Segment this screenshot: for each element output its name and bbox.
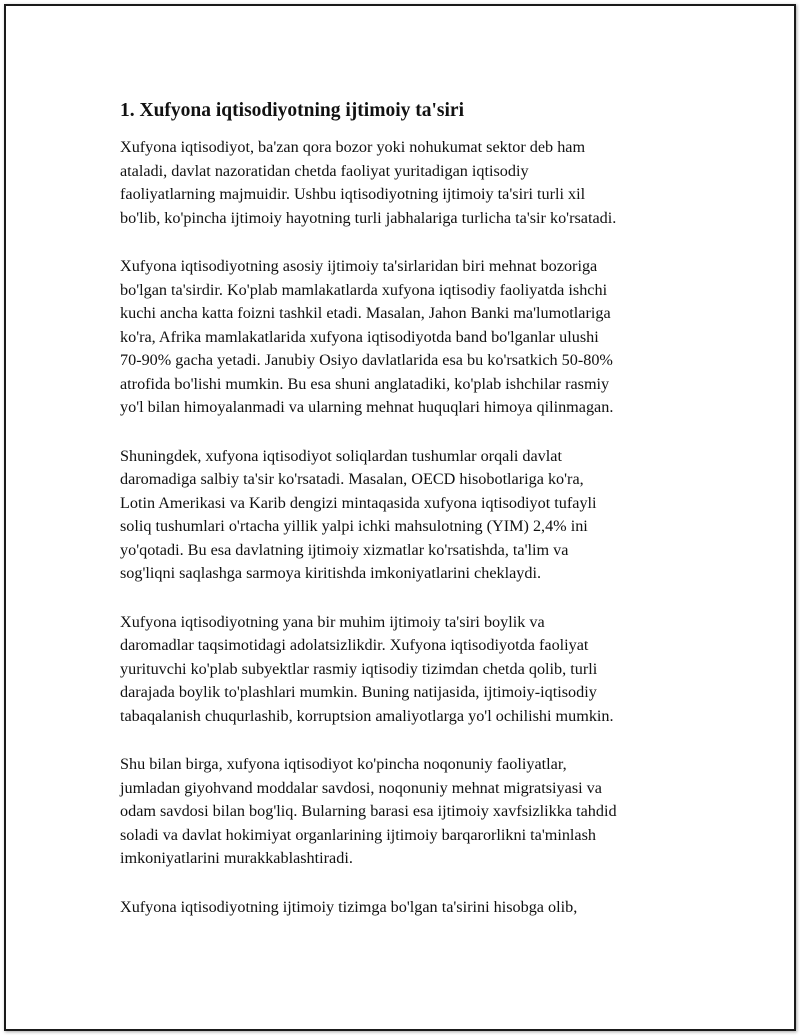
text-line: soladi va davlat hokimiyat organlarining ijtimoiy barqarorlikni ta'minlash (120, 825, 597, 844)
text-line: Xufyona iqtisodiyot, ba'zan qora bozor yoki nohukumat sektor deb ham (120, 138, 586, 156)
text-line: Xufyona iqtisodiyotning yana bir muhim ijtimoiy ta'siri boylik va (120, 612, 545, 631)
text-line: daromadiga salbiy ta'sir ko'rsatadi. Masalan, OECD hisobotlariga ko'ra, (120, 470, 584, 488)
section-title: 1. Xufyona iqtisodiyotning ijtimoiy ta'siri (120, 100, 464, 121)
paragraph-3 (120, 445, 696, 586)
text-line: jumladan giyohvand moddalar savdosi, noqonuniy mehnat migratsiyasi va (120, 778, 602, 797)
text-line: soliq tushumlari o'rtacha yillik yalpi ichki mahsulotning (YIM) 2,4% ini (120, 517, 588, 535)
text-line: yo'l bilan himoyalanmadi va ularning mehnat huquqlari himoya qilinmagan. (120, 398, 614, 416)
text-line: faoliyatlarning majmuidir. Ushbu iqtisodiyotning ijtimoiy ta'siri turli xil (120, 185, 586, 203)
text-line: Xufyona iqtisodiyotning asosiy ijtimoiy ta'sirlaridan biri mehnat bozoriga (120, 257, 598, 275)
text-line: darajada boylik to'plashlari mumkin. Buning natijasida, ijtimoiy-iqtisodiy (120, 683, 597, 701)
text-line: Shuningdek, xufyona iqtisodiyot soliqlardan tushumlar orqali davlat (120, 446, 562, 465)
text-line: kuchi ancha katta foizni tashkil etadi. Masalan, Jahon Banki ma'lumotlariga (120, 304, 611, 322)
text-line: imkoniyatlarini murakkablashtiradi. (120, 849, 353, 867)
text-line: Xufyona iqtisodiyotning ijtimoiy tizimga bo'lgan ta'sirini hisobga olib, (120, 897, 578, 916)
paragraph-1 (120, 136, 696, 230)
text-line: 70-90% gacha yetadi. Janubiy Osiyo davlatlarida esa bu ko'rsatkich 50-80% (120, 351, 613, 369)
paragraph-2 (120, 255, 696, 420)
text-line: daromadlar taqsimotidagi adolatsizlikdir. Xufyona iqtisodiyotda faoliyat (120, 636, 589, 654)
document-page (4, 4, 796, 1031)
text-line: Shu bilan birga, xufyona iqtisodiyot ko'pincha noqonuniy faoliyatlar, (120, 755, 567, 773)
text-line: sog'liqni saqlashga sarmoya kiritishda imkoniyatlarini cheklaydi. (120, 564, 542, 582)
text-line: Lotin Amerikasi va Karib dengizi mintaqasida xufyona iqtisodiyot tufayli (120, 493, 597, 512)
text-line: bo'lib, ko'pincha ijtimoiy hayotning turli jabhalariga turlicha ta'sir ko'rsatadi. (120, 208, 617, 227)
text-line: odam savdosi bilan bog'liq. Bularning barasi esa ijtimoiy xavfsizlikka tahdid (120, 802, 617, 820)
text-line: ko'ra, Afrika mamlakatlarida xufyona iqtisodiyotda band bo'lganlar ulushi (120, 327, 599, 346)
text-line: tabaqalanish chuqurlashib, korruptsion amaliyotlarga yo'l ochilishi mumkin. (120, 706, 614, 725)
paragraph-6 (120, 896, 696, 920)
paragraph-5 (120, 753, 696, 871)
document-content (120, 98, 696, 944)
text-line: yurituvchi ko'plab subyektlar rasmiy iqtisodiy tizimdan chetda qolib, turli (120, 659, 598, 678)
text-line: ataladi, davlat nazoratidan chetda faoliyat yuritadigan iqtisodiy (120, 161, 529, 180)
paragraph-4 (120, 611, 696, 729)
text-line: atrofida bo'lishi mumkin. Bu esa shuni anglatadiki, ko'plab ishchilar rasmiy (120, 374, 610, 393)
text-line: yo'qotadi. Bu esa davlatning ijtimoiy xizmatlar ko'rsatishda, ta'lim va (120, 540, 569, 559)
text-line: bo'lgan ta'sirdir. Ko'plab mamlakatlarda xufyona iqtisodiy faoliyatda ishchi (120, 280, 608, 299)
